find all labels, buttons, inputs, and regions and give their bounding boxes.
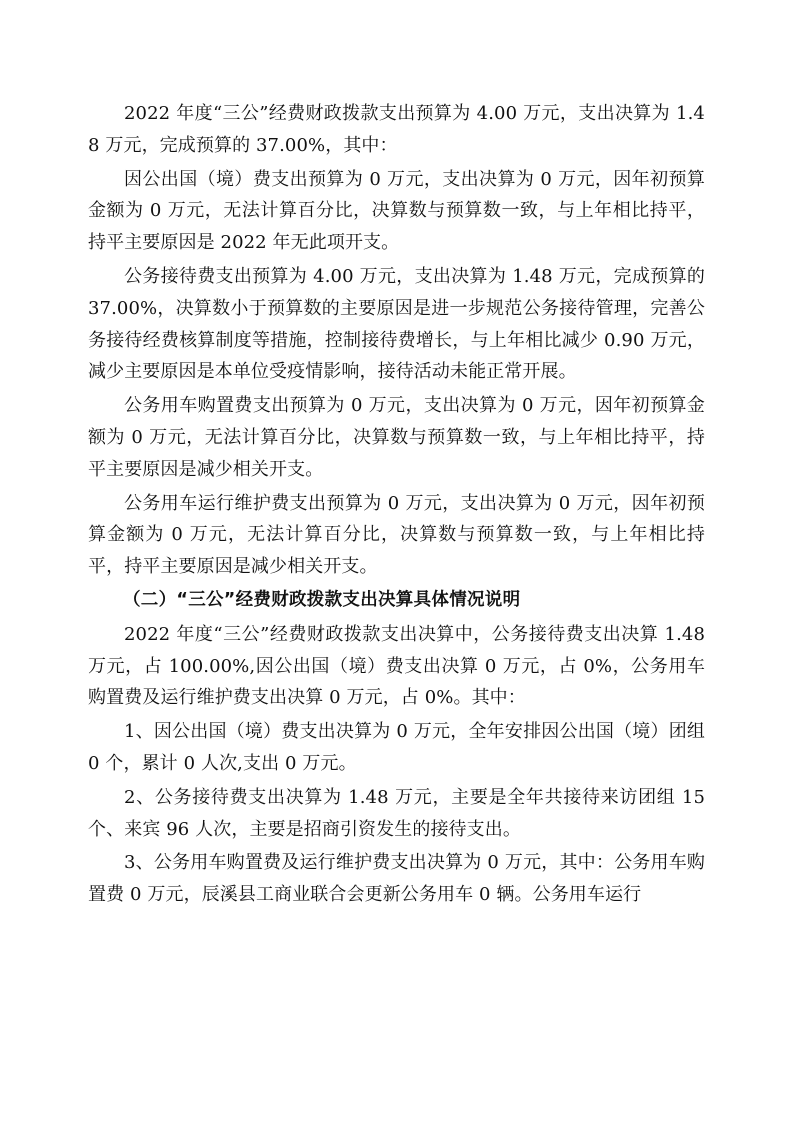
list-item-reception: 2、公务接待费支出决算为 1.48 万元，主要是全年共接待来访团组 15 个、来宾 96 人次，主要是招商引资发生的接待支出。	[88, 786, 705, 840]
list-item-overseas: 1、因公出国（境）费支出决算为 0 万元，全年安排因公出国（境）团组 0 个，累计 0 人次,支出 0 万元。	[88, 721, 705, 774]
paragraph-final-accounts: 2022 年度“三公”经费财政拨款支出决算中，公务接待费支出决算 1.48 万元，占 100.00%,因公出国（境）费支出决算 0 万元，占 0%，公务用车购置费及运行维护费支出决算 0 万元，占 0%。其中：	[88, 623, 705, 709]
paragraph-summary: 2022 年度“三公”经费财政拨款支出预算为 4.00 万元，支出决算为 1.48 万元，完成预算的 37.00%，其中：	[88, 103, 705, 156]
section-heading: （二）“三公”经费财政拨款支出决算具体情况说明	[123, 589, 521, 610]
paragraph-reception: 公务接待费支出预算为 4.00 万元，支出决算为 1.48 万元，完成预算的 37.00%，决算数小于预算数的主要原因是进一步规范公务接待管理，完善公务接待经费核算制度等措施，控制接待费增长，与上年相比减少 0.90 万元，减少主要原因是本单位受疫情影响，接待活动未能正常开展。	[88, 265, 705, 383]
paragraph-vehicle-purchase: 公务用车购置费支出预算为 0 万元，支出决算为 0 万元，因年初预算金额为 0 万元，无法计算百分比，决算数与预算数一致，与上年相比持平，持平主要原因是减少相关开支。	[88, 395, 705, 480]
paragraph-vehicle-maintenance: 公务用车运行维护费支出预算为 0 万元，支出决算为 0 万元，因年初预算金额为 0 万元，无法计算百分比，决算数与预算数一致，与上年相比持平，持平主要原因是减少相关开支。	[88, 492, 705, 578]
list-item-vehicles: 3、公务用车购置费及运行维护费支出决算为 0 万元，其中：公务用车购置费 0 万元，辰溪县工商业联合会更新公务用车 0 辆。公务用车运行	[88, 852, 705, 906]
paragraph-overseas-travel: 因公出国（境）费支出预算为 0 万元，支出决算为 0 万元，因年初预算金额为 0 万元，无法计算百分比，决算数与预算数一致，与上年相比持平，持平主要原因是 2022 年无此项开支。	[88, 168, 705, 254]
